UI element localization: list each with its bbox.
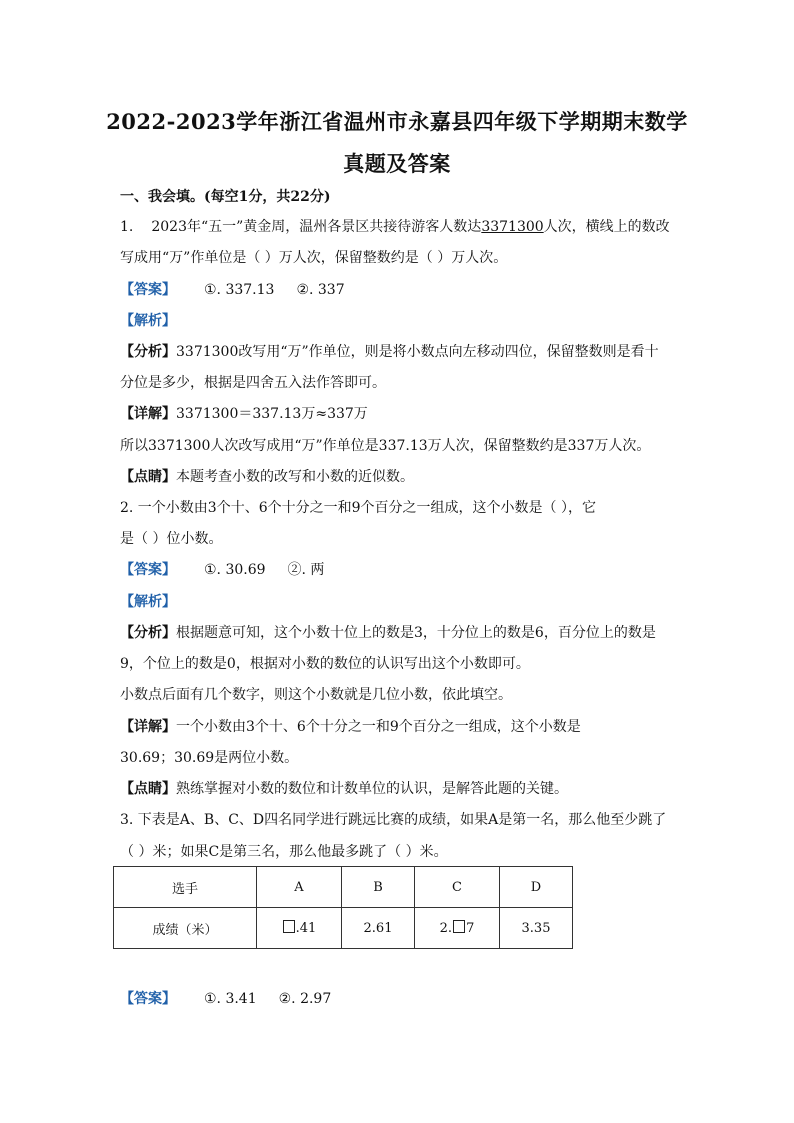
q1-text-b: 人次，横线上的数改 [543,219,670,235]
q1-fenxi-1 [120,343,659,361]
xiangjie-label: 【详解】 [120,719,176,735]
q1-answer-2: ②. 337 [296,282,345,298]
q1-line-1 [120,218,670,236]
q2-xiangjie-text: 一个小数由3个十、6个十分之一和9个百分之一组成，这个小数是 [176,719,581,735]
q1-answer [120,281,345,299]
table-header-player: 选手 [114,867,257,908]
q1-xiangjie-text: 3371300＝337.13万≈337万 [176,406,368,422]
title-line-2: 真题及答案 [343,151,451,176]
blank-box-icon [283,920,295,933]
q1-xiangjie-2: 所以3371300人次改写成用“万”作单位是337.13万人次，保留整数约是337万人次。 [120,438,651,454]
table-row-label: 成绩（米） [114,908,257,949]
answer-label: 【答案】 [120,562,176,578]
score-c-head: 2. [439,921,453,936]
score-c-tail: 7 [466,921,475,936]
table-header-a: A [257,867,342,908]
score-a [257,908,342,949]
q2-fenxi-2: 9，个位上的数是0，根据对小数的数位的认识写出这个小数即可。 [120,656,530,672]
section-heading: 一、我会填。(每空1分，共22分) [120,189,331,205]
q3-answer-1: ①. 3.41 [204,991,257,1007]
q1-fenxi-2: 分位是多少，根据是四舍五入法作答即可。 [120,375,386,391]
q1-line-2: 写成用“万”作单位是（ ）万人次，保留整数约是（ ）万人次。 [120,250,508,266]
q3-answer [120,990,331,1008]
answer-label: 【答案】 [120,991,176,1007]
q3-answer-2: ②. 2.97 [278,991,332,1007]
q3-line-2: （ ）米；如果C是第三名，那么他最多跳了（ ）米。 [120,844,448,860]
q1-underlined-number: 3371300 [481,219,544,235]
q1-dianjing-text: 本题考查小数的改写和小数的近似数。 [176,469,414,485]
blank-box-icon [453,920,465,933]
q1-fenxi-text: 3371300改写用“万”作单位，则是将小数点向左移动四位，保留整数则是看十 [176,344,659,360]
q2-answer-1: ①. 30.69 [204,562,266,578]
q2-dianjing-text: 熟练掌握对小数的数位和计数单位的认识，是解答此题的关键。 [176,781,568,797]
q2-xiangjie-2: 30.69；30.69是两位小数。 [120,750,299,766]
score-b: 2.61 [342,908,415,949]
xiangjie-label: 【详解】 [120,406,176,422]
fenxi-label: 【分析】 [120,625,176,641]
q2-analysis-label: 【解析】 [120,594,176,610]
q2-line-2: 是（ ）位小数。 [120,531,223,547]
q1-dianjing [120,468,414,486]
fenxi-label: 【分析】 [120,344,176,360]
table-header-c: C [415,867,500,908]
q1-xiangjie [120,405,368,423]
q2-fenxi-1 [120,624,656,642]
q2-answer [120,561,324,579]
q1-text-a: 2023年“五一”黄金周，温州各景区共接待游客人数达 [151,219,482,235]
table-header-d: D [500,867,573,908]
table-row [114,908,573,949]
q3-line-1: 3. 下表是A、B、C、D四名同学进行跳远比赛的成绩，如果A是第一名，那么他至少跳了 [120,812,667,828]
q2-fenxi-text: 根据题意可知，这个小数十位上的数是3，十分位上的数是6，百分位上的数是 [176,625,656,641]
table-row [114,867,573,908]
title-line-1: 2022-2023学年浙江省温州市永嘉县四年级下学期期末数学 [106,109,688,134]
q1-analysis-label: 【解析】 [120,313,176,329]
scores-table [113,866,573,949]
q2-line-1: 2. 一个小数由3个十、6个十分之一和9个百分之一组成，这个小数是（ ），它 [120,500,596,516]
score-a-tail: .41 [295,921,317,936]
dianjing-label: 【点睛】 [120,469,176,485]
q2-answer-2: ②. 两 [287,562,325,578]
table-header-b: B [342,867,415,908]
score-d: 3.35 [500,908,573,949]
q1-answer-1: ①. 337.13 [204,282,275,298]
q2-fenxi-3: 小数点后面有几个数字，则这个小数就是几位小数，依此填空。 [120,687,512,703]
answer-label: 【答案】 [120,282,176,298]
q1-number: 1. [120,219,134,235]
dianjing-label: 【点睛】 [120,781,176,797]
score-c [415,908,500,949]
q2-dianjing [120,780,568,798]
q2-xiangjie [120,718,581,736]
